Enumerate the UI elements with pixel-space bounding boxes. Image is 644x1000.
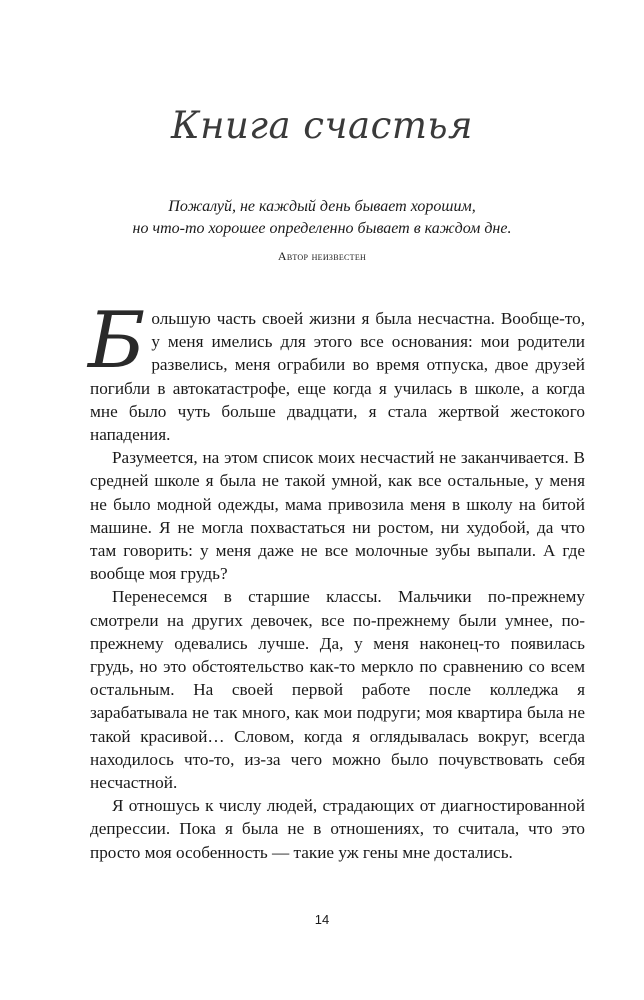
paragraph-1 — [88, 296, 585, 446]
epigraph-line-2: но что-то хорошее определенно бывает в каждом дне. — [132, 220, 512, 237]
paragraph-3: Перенесемся в старшие классы. Мальчики по-прежнему смотрели на других девочек, все по-прежнему были умнее, по-прежнему одевались лучше. Да, у меня наконец-то появилась грудь, но это обстоятельство как-то меркло по сравнению со всем остальным. На своей первой работе после колледжа я зарабатывала не так много, как мои подруги; моя квартира была не такой красивой… Словом, когда я оглядывалась вокруг, всегда находилось что-то, из-за чего можно было почувствовать себя несчастной. — [90, 587, 585, 793]
epigraph-line-1: Пожалуй, не каждый день бывает хорошим, — [168, 198, 476, 215]
page-number: 14 — [314, 912, 330, 927]
body-text — [88, 296, 585, 864]
epigraph-author: Автор неизвестен — [277, 249, 367, 263]
paragraph-1-text: ольшую часть своей жизни я была несчастна. Вообще-то, у меня имелись для этого все основания: мои родители развелись, меня ограбили во время отпуска, двое друзей погибли в автокатастрофе, еще когда я училась в школе, а когда мне было чуть больше двадцати, я стала жертвой жестокого нападения. — [90, 309, 585, 445]
epigraph — [0, 196, 644, 240]
paragraph-4: Я отношусь к числу людей, страдающих от диагностированной депрессии. Пока я была не в отношениях, то считала, что это просто моя особенность — такие уж гены мне достались. — [90, 796, 585, 862]
paragraph-2: Разумеется, на этом список моих несчастий не заканчивается. В средней школе я была не такой умной, как все остальные, у меня не было модной одежды, мама привозила меня в школу на битой машине. Я не могла похвастаться ни ростом, ни худобой, да что там говорить: у меня даже не все молочные зубы выпали. А где вообще моя грудь? — [90, 448, 585, 584]
chapter-title: Книга счастья — [170, 104, 474, 147]
drop-cap: Б — [88, 296, 146, 386]
